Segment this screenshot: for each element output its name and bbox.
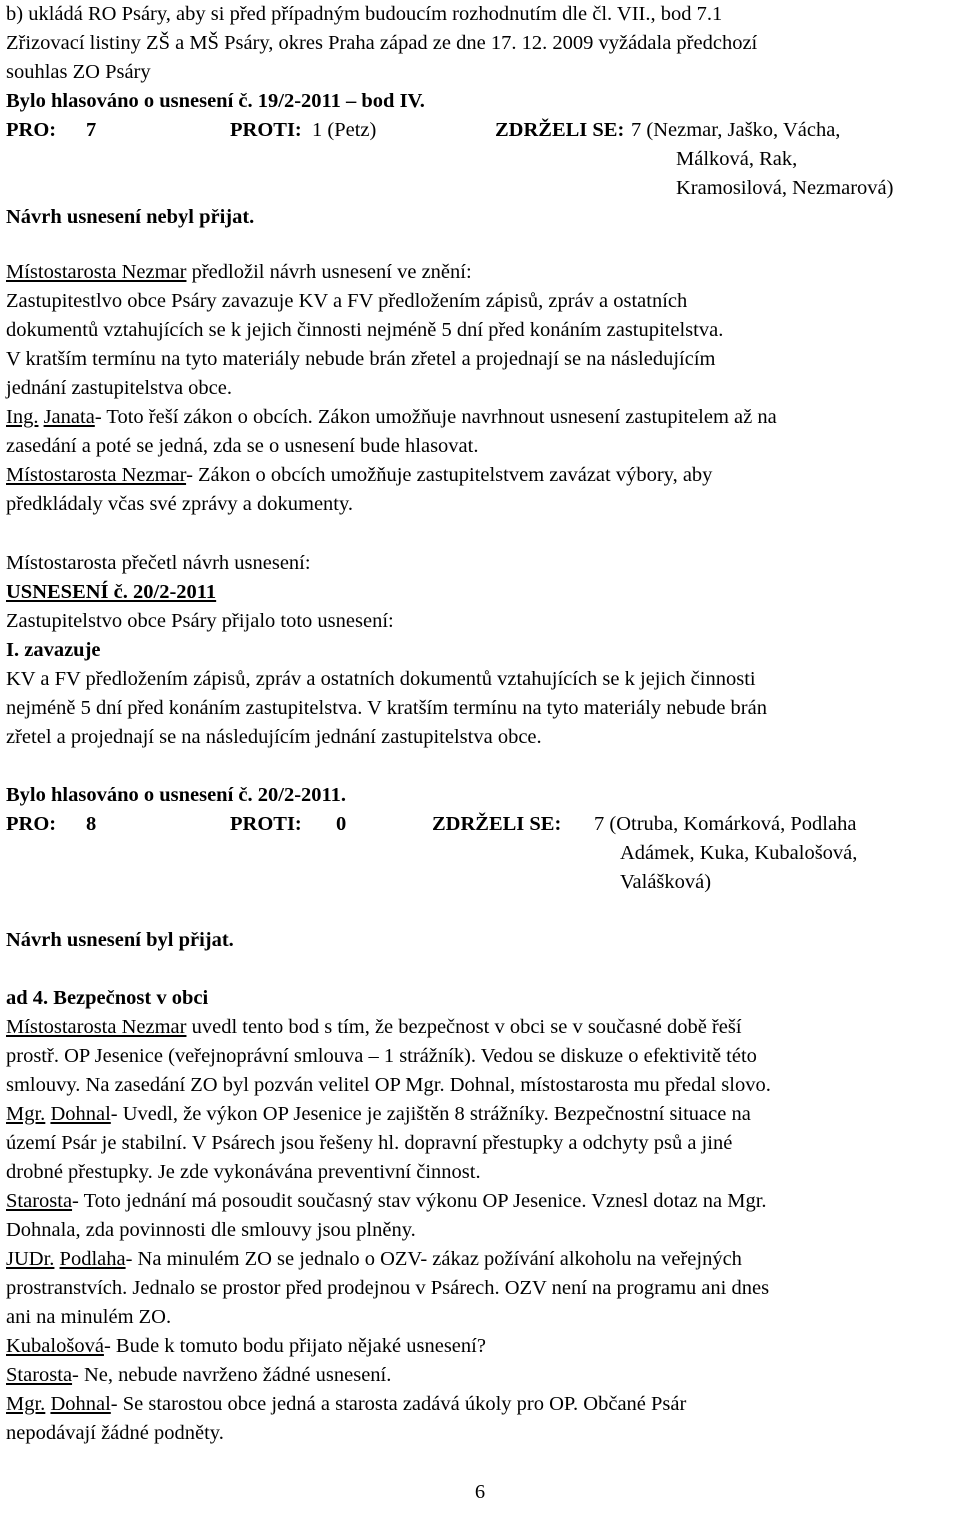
- zdrzeli-continuation: Adámek, Kuka, Kubalošová,: [620, 842, 858, 864]
- text-line: V kratším termínu na tyto materiály nebude brán zřetel a projednají se na následujícím: [6, 348, 716, 370]
- text-line: území Psár je stabilní. V Psárech jsou řešeny hl. dopravní přestupky a odchyty psů a jiné: [6, 1132, 733, 1154]
- text-line: [6, 1390, 686, 1419]
- speaker-name: Kubalošová: [6, 1335, 104, 1357]
- text-line: drobné přestupky. Je zde vykonávána preventivní činnost.: [6, 1161, 481, 1183]
- text-line: [6, 461, 712, 490]
- text-span: - Zákon o obcích umožňuje zastupitelstvem zavázat výbory, aby: [186, 464, 713, 486]
- pro-label: PRO:: [6, 119, 57, 141]
- speaker-name: Starosta: [6, 1364, 73, 1386]
- text-line: [6, 258, 472, 287]
- text-line: zřetel a projednají se na následujícím jednání zastupitelstva obce.: [6, 726, 542, 748]
- text-line: [6, 1361, 391, 1390]
- zdrzeli-continuation: Valášková): [620, 871, 712, 893]
- pro-label: PRO:: [6, 813, 57, 835]
- text-line: nepodávají žádné podněty.: [6, 1422, 224, 1444]
- speaker-title: Ing.: [6, 406, 39, 428]
- text-line: [6, 1332, 486, 1361]
- speaker-name: Místostarosta Nezmar: [6, 261, 187, 283]
- text-line: [6, 403, 777, 432]
- speaker-title: JUDr.: [6, 1248, 55, 1270]
- speaker-name: Janata: [43, 406, 95, 428]
- section-heading: ad 4. Bezpečnost v obci: [6, 987, 209, 1009]
- text-line: smlouvy. Na zasedání ZO byl pozván velitel OP Mgr. Dohnal, místostarosta mu předal slovo.: [6, 1074, 771, 1096]
- text-line: Zastupitestlvo obce Psáry zavazuje KV a FV předložením zápisů, zpráv a ostatních: [6, 290, 688, 312]
- pro-value: 7: [86, 119, 97, 141]
- text-line: b) ukládá RO Psáry, aby si před případným budoucím rozhodnutím dle čl. VII., bod 7.1: [6, 3, 723, 25]
- text-line: zasedání a poté se jedná, zda se o usnesení bude hlasovat.: [6, 435, 479, 457]
- text-line: předkládaly včas své zprávy a dokumenty.: [6, 493, 354, 515]
- speaker-name: Starosta: [6, 1190, 73, 1212]
- speaker-name: Dohnal: [50, 1103, 111, 1125]
- zdrzeli-value: 7 (Nezmar, Jaško, Vácha,: [631, 119, 841, 141]
- text-line: [6, 1187, 767, 1216]
- text-line: Zastupitelstvo obce Psáry přijalo toto usnesení:: [6, 610, 394, 632]
- vote-title: Bylo hlasováno o usnesení č. 19/2-2011 – bod IV.: [6, 90, 425, 112]
- text-span: předložil návrh usnesení ve znění:: [186, 261, 472, 283]
- text-span: - Ne, nebude navrženo žádné usnesení.: [72, 1364, 392, 1386]
- zdrzeli-label: ZDRŽELI SE:: [432, 813, 562, 835]
- proti-label: PROTI:: [230, 813, 302, 835]
- text-line: [6, 1100, 751, 1129]
- speaker-name: Dohnal: [50, 1393, 111, 1415]
- proti-value: 1 (Petz): [312, 119, 377, 141]
- page-number: 6: [474, 1481, 486, 1503]
- text-span: uvedl tento bod s tím, že bezpečnost v obci se v současné době řeší: [186, 1016, 742, 1038]
- text-line: KV a FV předložením zápisů, zpráv a ostatních dokumentů vztahujících se k jejich činnosti: [6, 668, 756, 690]
- resolution-title: USNESENÍ č. 20/2-2011: [6, 581, 217, 603]
- text-span: - Uvedl, že výkon OP Jesenice je zajištěn 8 strážníky. Bezpečnostní situace na: [110, 1103, 751, 1125]
- vote-title: Bylo hlasováno o usnesení č. 20/2-2011.: [6, 784, 347, 806]
- text-line: Místostarosta přečetl návrh usnesení:: [6, 552, 311, 574]
- proti-label: PROTI:: [230, 119, 302, 141]
- text-span: - Toto jednání má posoudit současný stav výkonu OP Jesenice. Vznesl dotaz na Mgr.: [72, 1190, 767, 1212]
- speaker-title: Mgr.: [6, 1103, 46, 1125]
- text-line: souhlas ZO Psáry: [6, 61, 151, 83]
- zdrzeli-label: ZDRŽELI SE:: [495, 119, 625, 141]
- vote-row: [6, 116, 954, 145]
- text-line: Dohnala, zda povinnosti dle smlouvy jsou plněny.: [6, 1219, 416, 1241]
- proti-value: 0: [336, 813, 347, 835]
- zdrzeli-continuation: Málková, Rak,: [676, 148, 798, 170]
- text-line: Zřizovací listiny ZŠ a MŠ Psáry, okres Praha západ ze dne 17. 12. 2009 vyžádala předchozí: [6, 32, 758, 54]
- text-line: [6, 1013, 742, 1042]
- text-line: nejméně 5 dní před konáním zastupitelstva. V kratším termínu na tyto materiály nebude brán: [6, 697, 767, 719]
- speaker-title: Mgr.: [6, 1393, 46, 1415]
- resolution-point: I. zavazuje: [6, 639, 101, 661]
- pro-value: 8: [86, 813, 97, 835]
- zdrzeli-value: 7 (Otruba, Komárková, Podlaha: [594, 813, 857, 835]
- text-line: jednání zastupitelstva obce.: [6, 377, 232, 399]
- text-span: - Toto řeší zákon o obcích. Zákon umožňuje navrhnout usnesení zastupitelem až na: [94, 406, 777, 428]
- text-span: - Bude k tomuto bodu přijato nějaké usnesení?: [103, 1335, 486, 1357]
- text-line: dokumentů vztahujících se k jejich činnosti nejméně 5 dní před konáním zastupitelstva.: [6, 319, 724, 341]
- vote-result: Návrh usnesení nebyl přijat.: [6, 206, 255, 228]
- speaker-name: Místostarosta Nezmar: [6, 464, 187, 486]
- text-line: ani na minulém ZO.: [6, 1306, 172, 1328]
- speaker-name: Podlaha: [59, 1248, 126, 1270]
- text-span: - Se starostou obce jedná a starosta zadává úkoly pro OP. Občané Psár: [110, 1393, 687, 1415]
- text-span: - Na minulém ZO se jednalo o OZV- zákaz požívání alkoholu na veřejných: [125, 1248, 742, 1270]
- text-line: [6, 1245, 742, 1274]
- speaker-name: Místostarosta Nezmar: [6, 1016, 187, 1038]
- text-line: prostranstvích. Jednalo se prostor před prodejnou v Psárech. OZV není na programu ani dnes: [6, 1277, 770, 1299]
- text-line: prostř. OP Jesenice (veřejnoprávní smlouva – 1 strážník). Vedou se diskuze o efektivitě této: [6, 1045, 757, 1067]
- vote-result: Návrh usnesení byl přijat.: [6, 929, 234, 951]
- zdrzeli-continuation: Kramosilová, Nezmarová): [676, 177, 894, 199]
- vote-row: [6, 810, 954, 839]
